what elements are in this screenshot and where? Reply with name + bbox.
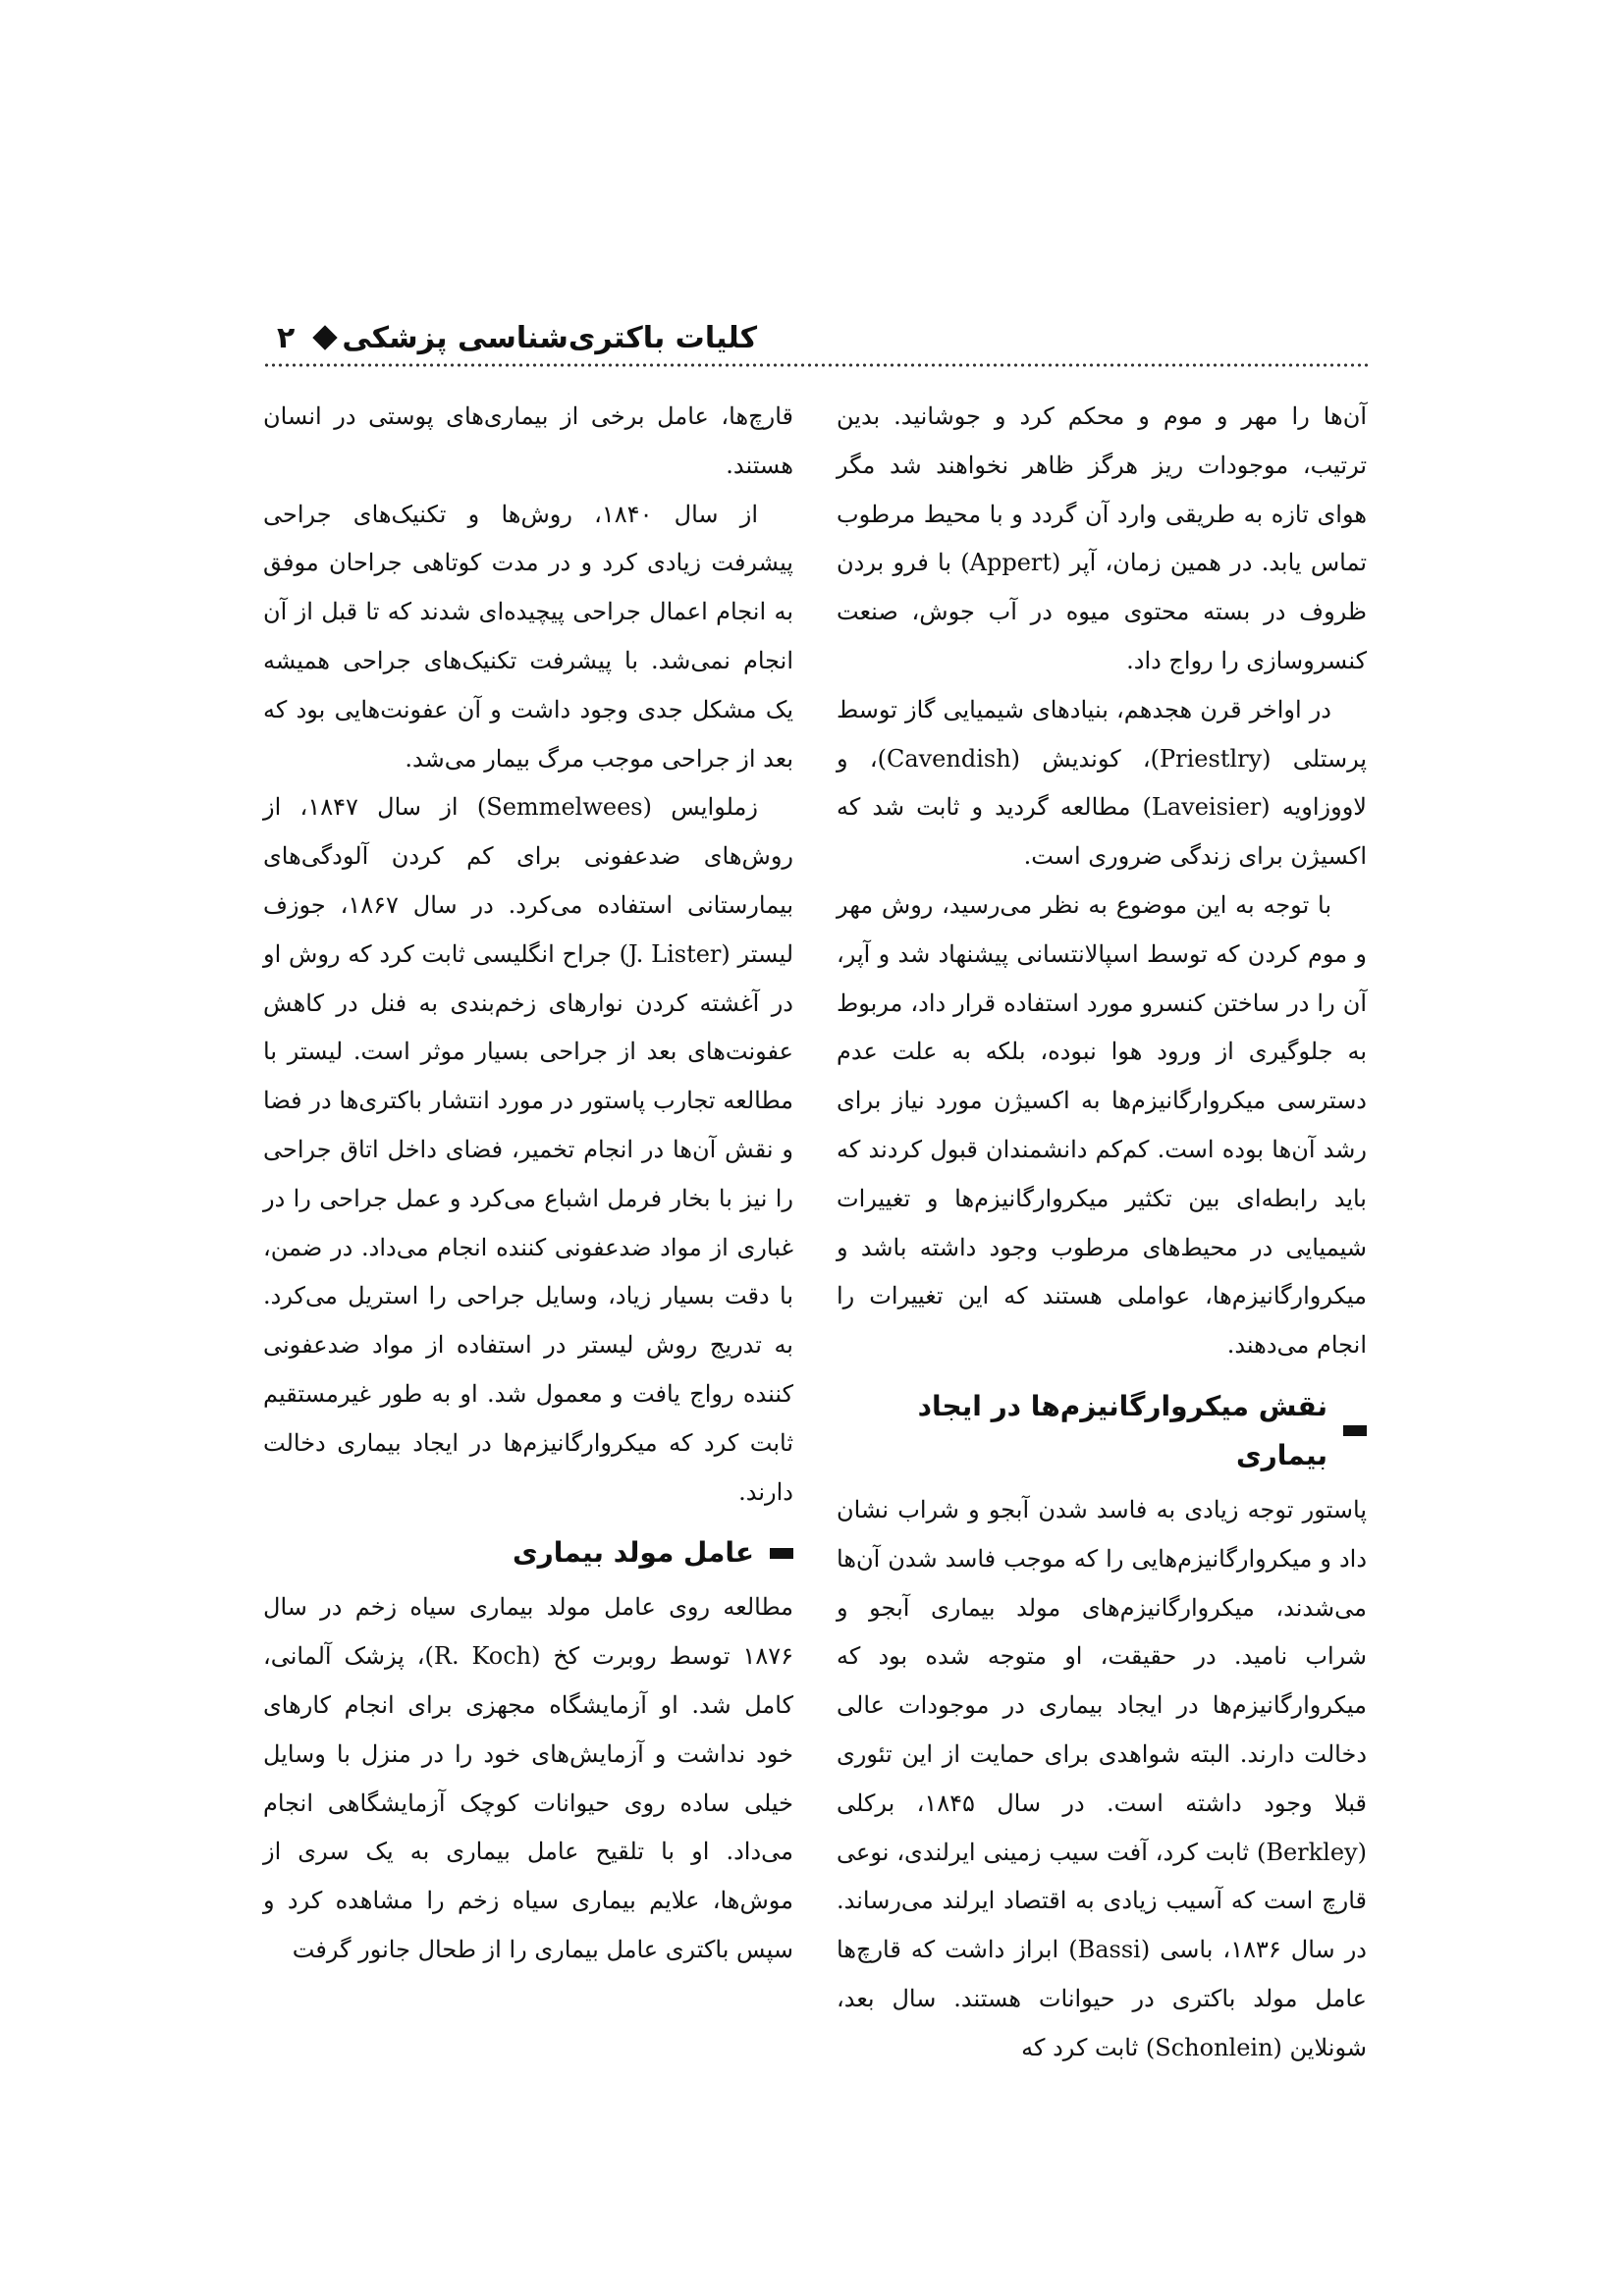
section-heading <box>263 1528 793 1577</box>
running-title: کلیات باکتری‌شناسی پزشکی <box>342 320 758 355</box>
section-heading <box>837 1382 1367 1480</box>
right-column <box>837 393 1367 2073</box>
header-dotted-rule <box>263 361 1369 369</box>
paragraph: آن‌ها را مهر و موم و محکم کرد و جوشانید. بدین ترتیب، موجودات ریز هرگز ظاهر نخواهند شد مگر هوای تازه به طریقی وارد آن گردد و با محیط مرطوب تماس یابد. در همین زمان، آپر (Appert) با فرو بردن ظروف در بسته محتوی میوه در آب جوش، صنعت کنسروسازی را رواج داد. <box>837 402 1368 674</box>
section-heading-text: نقش میکروارگانیزم‌ها در ایجاد بیماری <box>917 1389 1327 1471</box>
paragraph: مطالعه روی عامل مولد بیماری سیاه زخم در سال ۱۸۷۶ توسط روبرت کخ (R. Koch)، پزشک آلمانی، کامل شد. او آزمایشگاه مجهزی برای انجام کارهای خود نداشت و آزمایش‌های خود را در منزل با وسایل خیلی ساده روی حیوانات کوچک آزمایشگاهی انجام می‌داد. او با تلقیح عامل بیماری به یک سری از موش‌ها، علایم بیماری سیاه زخم را مشاهده کرد و سپس باکتری عامل بیماری را از طحال جانور گرفت <box>263 1593 793 1963</box>
section-heading-text: عامل مولد بیماری <box>512 1536 754 1570</box>
square-bullet-icon <box>770 1548 793 1559</box>
square-bullet-icon <box>1343 1425 1367 1436</box>
paragraph: با توجه به این موضوع به نظر می‌رسید، روش مهر و موم کردن که توسط اسپالانتسانی پیشنهاد شد و آپر، آن را در ساختن کنسرو مورد استفاده قرار داد، مربوط به جلوگیری از ورود هوا نبوده، بلکه به علت عدم دسترسی میکروارگانیزم‌ها به اکسیژن مورد نیاز برای رشد آن‌ها بوده است. کم‌کم دانشمندان قبول کردند که باید رابطه‌ای بین تکثیر میکروارگانیزم‌ها و تغییرات شیمیایی در محیط‌های مرطوب وجود داشته باشد و میکروارگانیزم‌ها، عواملی هستند که این تغییرات را انجام می‌دهند. <box>837 890 1367 1360</box>
page-header <box>263 316 1369 359</box>
left-column <box>263 393 793 1975</box>
paragraph: از سال ۱۸۴۰، روش‌ها و تکنیک‌های جراحی پیشرفت زیادی کرد و در مدت کوتاهی جراحان موفق به انجام اعمال جراحی پیچیده‌ای شدند که تا قبل از آن انجام نمی‌شد. با پیشرفت تکنیک‌های جراحی همیشه یک مشکل جدی وجود داشت و آن عفونت‌هایی بود که بعد از جراحی موجب مرگ بیمار می‌شد. <box>263 500 793 773</box>
paragraph: زملوایس (Semmelwees) از سال ۱۸۴۷، از روش‌های ضدعفونی برای کم کردن آلودگی‌های بیمارستانی استفاده می‌کرد. در سال ۱۸۶۷، جوزف لیستر (J. Lister) جراح انگلیسی ثابت کرد که روش او در آغشته کردن نوارهای زخم‌بندی به فنل در کاهش عفونت‌های بعد از جراحی بسیار موثر است. لیستر با مطالعه تجارب پاستور در مورد انتشار باکتری‌ها در فضا و نقش آن‌ها در انجام تخمیر، فضای داخل اتاق جراحی را نیز با بخار فرمل اشباع می‌کرد و عمل جراحی را در غباری از مواد ضدعفونی کننده انجام می‌داد. در ضمن، با دقت بسیار زیاد، وسایل جراحی را استریل می‌کرد. به تدریج روش لیستر در استفاده از مواد ضدعفونی کننده رواج یافت و معمول شد. او به طور غیرمستقیم ثابت کرد که میکروارگانیزم‌ها در ایجاد بیماری دخالت دارند. <box>263 793 794 1506</box>
paragraph: پاستور توجه زیادی به فاسد شدن آبجو و شراب نشان داد و میکروارگانیزم‌هایی را که موجب فاسد شدن آن‌ها می‌شدند، میکروارگانیزم‌های مولد بیماری آبجو و شراب نامید. در حقیقت، او متوجه شده بود که میکروارگانیزم‌ها در ایجاد بیماری در موجودات عالی دخالت دارند. البته شواهدی برای حمایت از این تئوری قبلا وجود داشته است. در سال ۱۸۴۵، برکلی (Berkley) ثابت کرد، آفت سیب زمینی ایرلندی، نوعی قارچ است که آسیب زیادی به اقتصاد ایرلند می‌رساند. در سال ۱۸۳۶، باسی (Bassi) ابراز داشت که قارچ‌ها عامل مولد باکتری در حیوانات هستند. سال بعد، شونلاین (Schonlein) ثابت کرد که <box>837 1495 1367 2061</box>
paragraph: در اواخر قرن هجدهم، بنیادهای شیمیایی گاز توسط پرستلی (Priestlry)، کوندیش (Cavendish)، و لاووزاویه (Laveisier) مطالعه گردید و ثابت شد که اکسیژن برای زندگی ضروری است. <box>837 695 1368 871</box>
diamond-icon <box>313 325 338 349</box>
page-number: ۲ <box>277 320 296 355</box>
paragraph: قارچ‌ها، عامل برخی از بیماری‌های پوستی در انسان هستند. <box>263 402 793 479</box>
